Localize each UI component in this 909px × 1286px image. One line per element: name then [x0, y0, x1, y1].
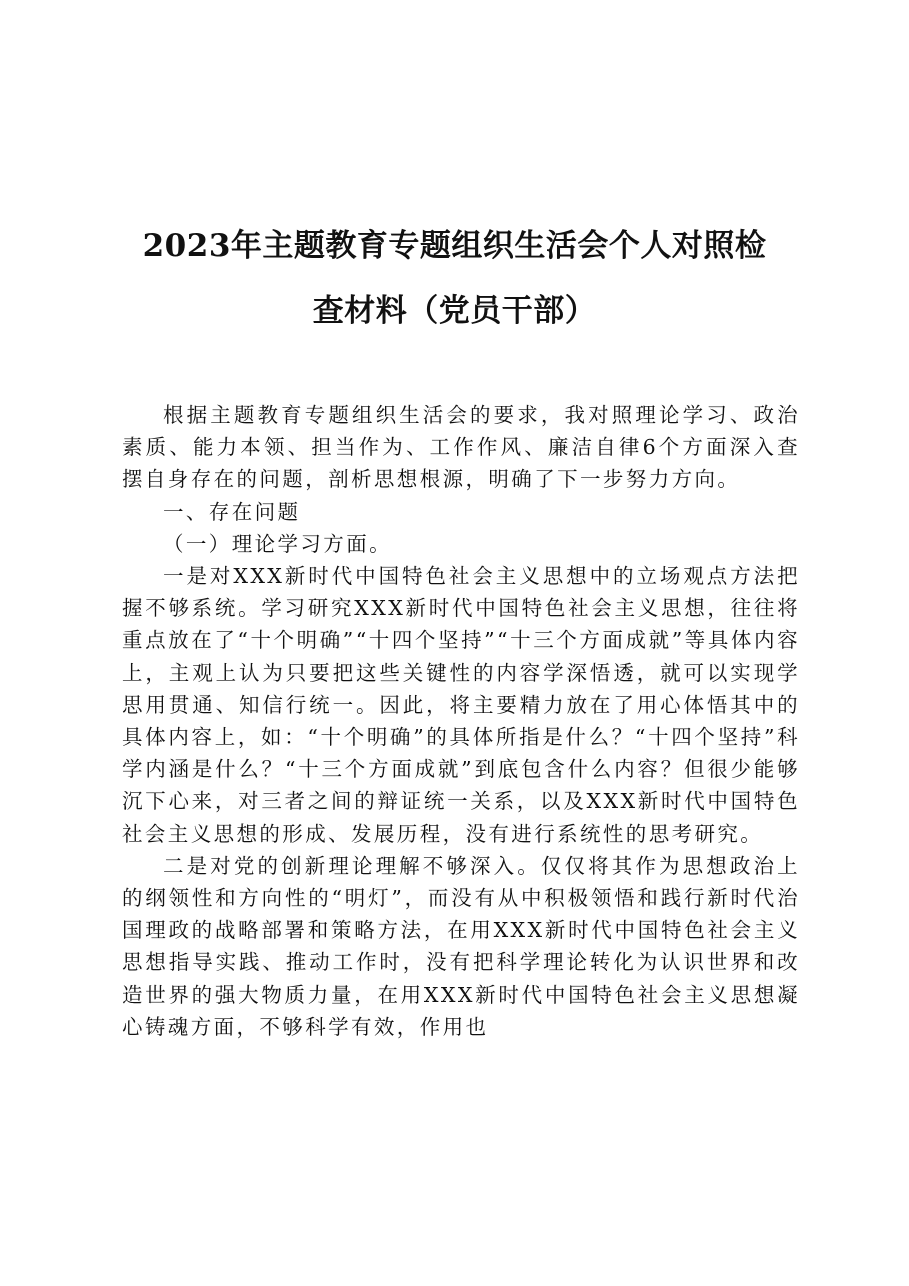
intro-paragraph: 根据主题教育专题组织生活会的要求，我对照理论学习、政治素质、能力本领、担当作为、工作作风、廉洁自律6个方面深入查摆自身存在的问题，剖析思想根源，明确了下一步努力方向。: [122, 403, 800, 492]
document-body: [122, 399, 800, 1043]
subsection-heading: （一）理论学习方面。: [163, 531, 392, 556]
body-paragraph: 二是对党的创新理论理解不够深入。仅仅将其作为思想政治上的纲领性和方向性的“明灯”，而没有从中积极领悟和践行新时代治国理政的战略部署和策略方法，在用XXX新时代中国特色社会主义思想指导实践、推动工作时，没有把科学理论转化为认识世界和改造世界的强大物质力量，在用XXX新时代中国特色社会主义思想凝心铸魂方面，不够科学有效，作用也: [122, 853, 800, 1039]
body-paragraph: 一是对XXX新时代中国特色社会主义思想中的立场观点方法把握不够系统。学习研究XXX新时代中国特色社会主义思想，往往将重点放在了“十个明确”“十四个坚持”“十三个方面成就”等具体内容上，主观上认为只要把这些关键性的内容学深悟透，就可以实现学思用贯通、知信行统一。因此，将主要精力放在了用心体悟其中的具体内容上，如：“十个明确”的具体所指是什么？“十四个坚持”科学内涵是什么？“十三个方面成就”到底包含什么内容？但很少能够沉下心来，对三者之间的辩证统一关系，以及XXX新时代中国特色社会主义思想的形成、发展历程，没有进行系统性的思考研究。: [122, 564, 800, 846]
document-title-line-1: 2023年主题教育专题组织生活会个人对照检: [142, 228, 767, 264]
section-heading: 一、存在问题: [163, 499, 301, 524]
document-title-line-2: 查材料（党员干部）: [312, 293, 597, 329]
